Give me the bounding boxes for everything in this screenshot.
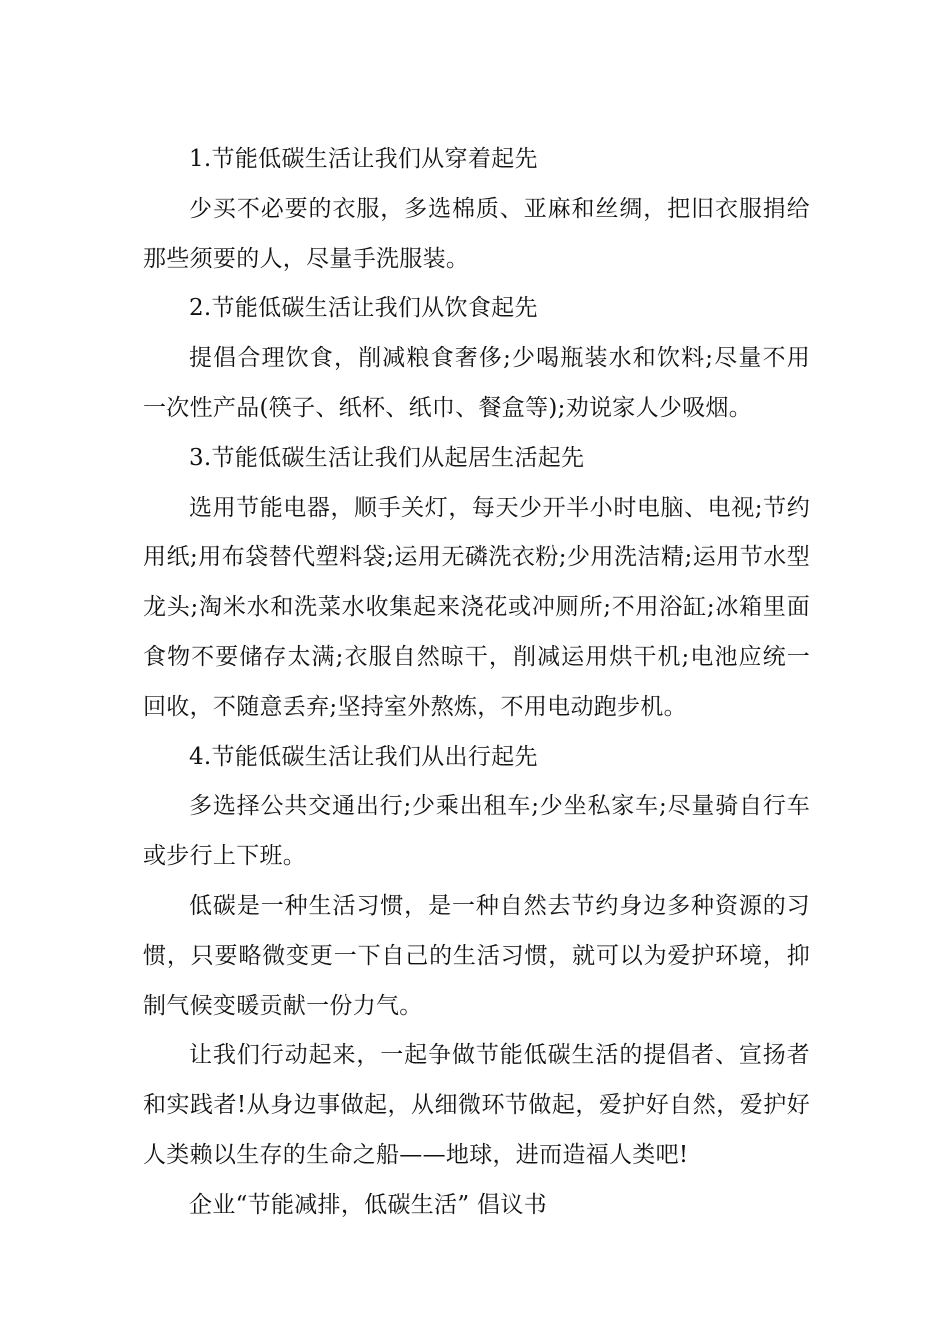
paragraph-low-carbon-habit: 低碳是一种生活习惯，是一种自然去节约身边多种资源的习惯，只要略微变更一下自己的生活习惯，就可以为爱护环境，抑制气候变暖贡献一份力气。	[143, 892, 810, 1019]
paragraph-diet: 提倡合理饮食，削减粮食奢侈;少喝瓶装水和饮料;尽量不用一次性产品(筷子、纸杯、纸巾、餐盒等);劝说家人少吸烟。	[143, 345, 810, 421]
heading-diet: 2.节能低碳生活让我们从饮食起先	[189, 295, 538, 322]
heading-clothing: 1.节能低碳生活让我们从穿着起先	[189, 146, 538, 172]
paragraph-clothing: 少买不必要的衣服，多选棉质、亚麻和丝绸，把旧衣服捐给那些须要的人，尽量手洗服装。	[143, 195, 810, 272]
heading-travel: 4.节能低碳生活让我们从出行起先	[189, 743, 538, 770]
section-title-proposal: 企业“节能减排，低碳生活” 倡议书	[189, 1191, 547, 1218]
heading-home-life: 3.节能低碳生活让我们从起居生活起先	[189, 444, 585, 471]
paragraph-home-life: 选用节能电器，顺手关灯，每天少开半小时电脑、电视;节约用纸;用布袋替代塑料袋;运用无磷洗衣粉;少用洗洁精;运用节水型龙头;淘米水和洗菜水收集起来浇花或冲厕所;不用浴缸;冰箱里面食物不要储存太满;衣服自然晾干，削减运用烘干机;电池应统一回收，不随意丢弃;坚持室外熬炼，不用电动跑步机。	[143, 494, 810, 720]
paragraph-call-to-action: 让我们行动起来，一起争做节能低碳生活的提倡者、宣扬者和实践者!从身边事做起，从细微环节做起，爱护好自然，爱护好人类赖以生存的生命之船——地球，进而造福人类吧!	[143, 1042, 810, 1168]
paragraph-travel: 多选择公共交通出行;少乘出租车;少坐私家车;尽量骑自行车或步行上下班。	[143, 793, 810, 870]
